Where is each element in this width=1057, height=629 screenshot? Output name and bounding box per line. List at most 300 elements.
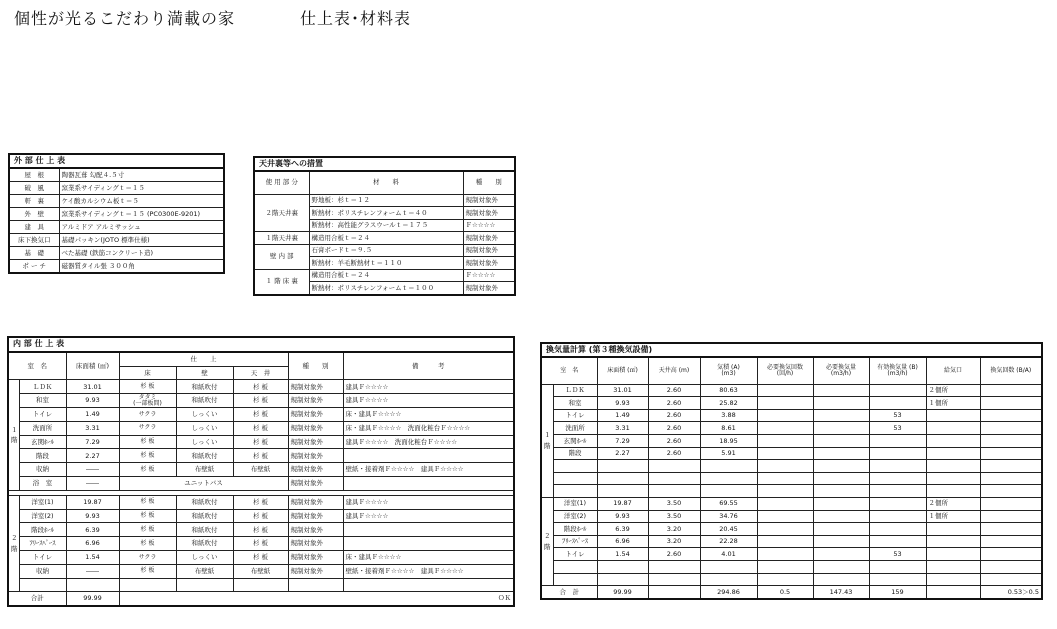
table-row (9, 221, 224, 234)
value-cell: 4.01 (700, 548, 757, 561)
room-name: トイレ (19, 407, 66, 421)
table-row (541, 510, 1042, 523)
value-cell: 9.93 (597, 510, 648, 523)
column-header: 種 別 (463, 171, 515, 195)
note-text (343, 449, 514, 463)
value-cell (597, 460, 648, 473)
ventilation-table (540, 342, 1043, 600)
type-text: 規制対象外 (288, 564, 343, 578)
table-row (254, 244, 515, 257)
value-cell (757, 447, 813, 460)
value-cell (700, 460, 757, 473)
column-header-finish: 仕 上 (119, 352, 288, 366)
value-cell: 8.61 (700, 422, 757, 435)
value-cell (926, 409, 980, 422)
type-text: 規制対象外 (463, 257, 515, 270)
value-cell: 6.39 (597, 523, 648, 536)
value-cell: 80.63 (700, 384, 757, 397)
floor-finish: 杉 板 (119, 537, 176, 551)
value-cell (980, 523, 1042, 536)
part-label: ２階天井裏 (254, 194, 309, 232)
total-row (8, 592, 514, 606)
table-row (541, 434, 1042, 447)
total-value: 159 (869, 586, 926, 599)
value-cell (648, 560, 700, 573)
value-cell: 3.50 (648, 497, 700, 510)
value-cell: 53 (869, 548, 926, 561)
floor-finish: 杉 板 (119, 509, 176, 523)
table-row (8, 523, 514, 537)
floor-finish: 杉 板 (119, 564, 176, 578)
value-cell: 31.01 (597, 384, 648, 397)
part-label: １ 階 床 裏 (254, 269, 309, 295)
material-text: 断熱材：高性能グラスウールｔ＝１７５ (309, 219, 463, 232)
value-cell (757, 497, 813, 510)
room-area: 7.29 (66, 435, 119, 449)
ceiling-finish: 杉 板 (233, 407, 288, 421)
total-area: 99.99 (66, 592, 119, 606)
value-cell (869, 560, 926, 573)
note-text: 壁紙・接着剤Ｆ☆☆☆☆ 建具Ｆ☆☆☆☆ (343, 564, 514, 578)
value-cell: 69.55 (700, 497, 757, 510)
value-cell: 2.60 (648, 409, 700, 422)
value-cell (980, 573, 1042, 586)
material-text: 断熱材：羊毛断熱材ｔ＝１１０ (309, 257, 463, 270)
value-cell (869, 447, 926, 460)
column-header-ceiling: 天 井 (233, 366, 288, 380)
part-label: １階天井裏 (254, 232, 309, 245)
room-name (553, 560, 597, 573)
value-cell (757, 409, 813, 422)
spec-text: べた基礎 (鉄筋コンクリート造) (59, 247, 224, 260)
value-cell (757, 460, 813, 473)
value-cell (980, 497, 1042, 510)
value-cell (813, 472, 869, 485)
value-cell (757, 397, 813, 410)
value-cell: 9.93 (597, 397, 648, 410)
room-area: 9.93 (66, 509, 119, 523)
value-cell (813, 447, 869, 460)
value-cell (813, 485, 869, 498)
note-text: 壁紙・接着剤Ｆ☆☆☆☆ 建具Ｆ☆☆☆☆ (343, 463, 514, 477)
total-value: 294.86 (700, 586, 757, 599)
floor-label: ２ 階 (8, 495, 19, 592)
value-cell: 3.31 (597, 422, 648, 435)
table-row (541, 397, 1042, 410)
room-name: ﾌﾘｰｽﾍﾟｰｽ (19, 537, 66, 551)
table-row (8, 407, 514, 421)
value-cell (869, 573, 926, 586)
note-text: 床・建具Ｆ☆☆☆☆ (343, 407, 514, 421)
blank-cell (119, 578, 176, 592)
material-text: 石膏ボードｔ＝９.５ (309, 244, 463, 257)
table-row (541, 485, 1042, 498)
wall-finish: 和紙吹付 (176, 537, 233, 551)
table-row (541, 497, 1042, 510)
type-text: 規制対象外 (288, 523, 343, 537)
room-name: 洋室(2) (19, 509, 66, 523)
room-area: 1.54 (66, 550, 119, 564)
ceiling-finish: 杉 板 (233, 537, 288, 551)
note-text: 床・建具Ｆ☆☆☆☆ (343, 550, 514, 564)
floor-finish: 杉 板 (119, 495, 176, 509)
value-cell: 53 (869, 422, 926, 435)
value-cell (869, 497, 926, 510)
floor-finish: 杉 板 (119, 435, 176, 449)
total-value (648, 586, 700, 599)
wall-finish: 布壁紙 (176, 564, 233, 578)
type-text: Ｆ☆☆☆☆ (463, 269, 515, 282)
table-title-row (9, 154, 224, 168)
value-cell (980, 485, 1042, 498)
note-text: 建具Ｆ☆☆☆☆ (343, 509, 514, 523)
unit-bath-finish: ユニットバス (119, 476, 288, 490)
room-area: 9.93 (66, 394, 119, 408)
spec-text: アルミドア アルミサッシュ (59, 221, 224, 234)
column-header: 必要換気回数 (回/h) (757, 357, 813, 385)
part-label: 床下換気口 (9, 234, 59, 247)
type-text: 規制対象外 (463, 232, 515, 245)
part-label: ポ ー チ (9, 260, 59, 274)
value-cell: 2.27 (597, 447, 648, 460)
wall-finish: 和紙吹付 (176, 523, 233, 537)
total-value: 0.53＞0.5 (980, 586, 1042, 599)
value-cell: 2.60 (648, 434, 700, 447)
header-row (254, 171, 515, 195)
value-cell (813, 434, 869, 447)
room-name: ＬＤＫ (19, 380, 66, 394)
table-title-row (541, 343, 1042, 357)
note-text (343, 537, 514, 551)
value-cell (926, 548, 980, 561)
value-cell: 2.60 (648, 384, 700, 397)
value-cell (757, 548, 813, 561)
ceiling-finish: 杉 板 (233, 449, 288, 463)
spec-text: ケイ酸カルシウム板ｔ＝５ (59, 195, 224, 208)
floor-finish: 杉 板 (119, 380, 176, 394)
total-value: 99.99 (597, 586, 648, 599)
type-text: 規制対象外 (288, 495, 343, 509)
value-cell: 18.95 (700, 434, 757, 447)
type-text: 規制対象外 (288, 407, 343, 421)
note-text: 建具Ｆ☆☆☆☆ (343, 380, 514, 394)
room-area: 1.49 (66, 407, 119, 421)
value-cell (926, 535, 980, 548)
type-text: 規制対象外 (463, 282, 515, 295)
part-label: 破 風 (9, 182, 59, 195)
ceiling-finish: 杉 板 (233, 435, 288, 449)
value-cell: 19.87 (597, 497, 648, 510)
blank-cell (19, 578, 66, 592)
value-cell (597, 485, 648, 498)
room-name: 洋室(2) (553, 510, 597, 523)
type-text: 規制対象外 (288, 550, 343, 564)
value-cell (980, 384, 1042, 397)
value-cell (980, 447, 1042, 460)
wall-finish: しっくい (176, 421, 233, 435)
value-cell: 3.50 (648, 510, 700, 523)
table-row (541, 460, 1042, 473)
value-cell (926, 460, 980, 473)
table-row (8, 421, 514, 435)
table-title: 内 部 仕 上 表 (8, 337, 514, 352)
value-cell: 2.60 (648, 548, 700, 561)
ceiling-finish: 布壁紙 (233, 564, 288, 578)
value-cell (926, 447, 980, 460)
type-text: 規制対象外 (463, 194, 515, 207)
material-text: 断熱材：ポリスチレンフォームｔ＝１００ (309, 282, 463, 295)
room-name: 階段ﾎｰﾙ (553, 523, 597, 536)
value-cell: 2.60 (648, 447, 700, 460)
interior-finish-table (7, 336, 515, 607)
table-row (8, 463, 514, 477)
table-title: 天井裏等への措置 (254, 157, 515, 171)
table-row (8, 380, 514, 394)
floor-label: １ 階 (541, 384, 553, 497)
table-row (254, 194, 515, 207)
spec-text: 陶器瓦葺 勾配４.５寸 (59, 168, 224, 182)
column-header-wall: 壁 (176, 366, 233, 380)
value-cell: 7.29 (597, 434, 648, 447)
type-text: 規制対象外 (288, 509, 343, 523)
value-cell (980, 460, 1042, 473)
table-row (9, 234, 224, 247)
ceiling-finish: 布壁紙 (233, 463, 288, 477)
ceiling-finish: 杉 板 (233, 509, 288, 523)
value-cell (648, 573, 700, 586)
value-cell (980, 510, 1042, 523)
table-title: 換気量計算 (第３種換気設備) (541, 343, 1042, 357)
value-cell (813, 409, 869, 422)
room-name: 階段ﾎｰﾙ (19, 523, 66, 537)
spec-text: 窯業系サイディングｔ＝１５ (PC0300E-9201) (59, 208, 224, 221)
value-cell: 34.76 (700, 510, 757, 523)
room-area: 19.87 (66, 495, 119, 509)
value-cell: 3.20 (648, 523, 700, 536)
table-row (8, 435, 514, 449)
room-name: ﾌﾘｰｽﾍﾟｰｽ (553, 535, 597, 548)
value-cell (648, 485, 700, 498)
table-row (8, 394, 514, 408)
value-cell: 1.54 (597, 548, 648, 561)
material-text: 野地板：杉ｔ＝１２ (309, 194, 463, 207)
part-label: 屋 根 (9, 168, 59, 182)
note-text: 床・建具Ｆ☆☆☆☆ 洗面化粧台Ｆ☆☆☆☆ (343, 421, 514, 435)
ok-text: ＯＫ (119, 592, 514, 606)
note-text: 建具Ｆ☆☆☆☆ (343, 495, 514, 509)
room-name: 洗面所 (553, 422, 597, 435)
floor-finish: サクラ (119, 407, 176, 421)
value-cell (700, 485, 757, 498)
value-cell: 6.96 (597, 535, 648, 548)
table-row (541, 447, 1042, 460)
column-header: 有効換気量 (B) (m3/h) (869, 357, 926, 385)
value-cell: 3.88 (700, 409, 757, 422)
ceiling-finish: 杉 板 (233, 495, 288, 509)
type-text: 規制対象外 (288, 476, 343, 490)
room-name: トイレ (553, 409, 597, 422)
table-row (541, 523, 1042, 536)
value-cell (813, 422, 869, 435)
wall-finish: 和紙吹付 (176, 449, 233, 463)
value-cell (813, 510, 869, 523)
room-name: 収納 (19, 463, 66, 477)
table-row (541, 535, 1042, 548)
value-cell (926, 434, 980, 447)
value-cell (926, 472, 980, 485)
spec-text: 磁器質タイル張 ３００角 (59, 260, 224, 274)
table-row (541, 384, 1042, 397)
type-text: 規制対象外 (288, 449, 343, 463)
value-cell: 2.60 (648, 397, 700, 410)
floor-finish: 杉 板 (119, 449, 176, 463)
value-cell (757, 510, 813, 523)
room-area: 31.01 (66, 380, 119, 394)
room-area: 2.27 (66, 449, 119, 463)
floor-finish: サクラ (119, 550, 176, 564)
table-row (8, 449, 514, 463)
value-cell (757, 535, 813, 548)
floor-label: ２ 階 (541, 497, 553, 585)
value-cell: １個所 (926, 397, 980, 410)
value-cell (648, 472, 700, 485)
value-cell (813, 460, 869, 473)
table-title-row (8, 337, 514, 352)
total-value (926, 586, 980, 599)
value-cell (757, 472, 813, 485)
value-cell (926, 422, 980, 435)
value-cell (757, 523, 813, 536)
material-text: 構造用合板ｔ＝２４ (309, 232, 463, 245)
table-title-row (254, 157, 515, 171)
value-cell (869, 485, 926, 498)
ceiling-measures-table (253, 156, 516, 296)
room-name: 玄関ﾎｰﾙ (19, 435, 66, 449)
type-text: 規制対象外 (463, 207, 515, 220)
type-text: 規制対象外 (288, 421, 343, 435)
value-cell (700, 472, 757, 485)
room-name: トイレ (553, 548, 597, 561)
value-cell (926, 573, 980, 586)
ceiling-finish: 杉 板 (233, 523, 288, 537)
value-cell (869, 510, 926, 523)
wall-finish: 和紙吹付 (176, 495, 233, 509)
value-cell: ２個所 (926, 384, 980, 397)
room-name: ＬＤＫ (553, 384, 597, 397)
table-row (8, 537, 514, 551)
room-name: トイレ (19, 550, 66, 564)
value-cell (597, 573, 648, 586)
column-header: 換気回数 (B/A) (980, 357, 1042, 385)
room-area: 3.31 (66, 421, 119, 435)
total-label: 合計 (8, 592, 66, 606)
blank-cell (233, 578, 288, 592)
blank-row (8, 578, 514, 592)
column-header-note: 備 考 (343, 352, 514, 380)
total-row (541, 586, 1042, 599)
value-cell (980, 560, 1042, 573)
column-header-floor: 床 (119, 366, 176, 380)
value-cell (980, 409, 1042, 422)
note-text: 建具Ｆ☆☆☆☆ 洗面化粧台Ｆ☆☆☆☆ (343, 435, 514, 449)
table-row (541, 472, 1042, 485)
wall-finish: しっくい (176, 435, 233, 449)
value-cell (926, 523, 980, 536)
spec-text: 窯業系サイディングｔ＝１５ (59, 182, 224, 195)
room-name: 洋室(1) (553, 497, 597, 510)
value-cell (980, 434, 1042, 447)
header-row (8, 352, 514, 366)
part-label: 壁 内 部 (254, 244, 309, 269)
column-header: 使 用 部 分 (254, 171, 309, 195)
type-text: 規制対象外 (288, 463, 343, 477)
material-text: 構造用合板ｔ＝２４ (309, 269, 463, 282)
room-name (553, 472, 597, 485)
floor-finish: 杉 板 (119, 463, 176, 477)
total-label: 合 計 (541, 586, 597, 599)
value-cell (869, 523, 926, 536)
room-area: ―― (66, 476, 119, 490)
floor-finish: タタミ (一部板間) (119, 394, 176, 408)
room-area: ―― (66, 463, 119, 477)
value-cell: 53 (869, 409, 926, 422)
total-value: 147.43 (813, 586, 869, 599)
table-title: 外 部 仕 上 表 (9, 154, 224, 168)
value-cell: 22.28 (700, 535, 757, 548)
value-cell: 25.82 (700, 397, 757, 410)
blank-cell (66, 578, 119, 592)
page-title: 個性が光るこだわり満載の家 (14, 9, 236, 28)
value-cell (813, 560, 869, 573)
table-row (8, 509, 514, 523)
ceiling-finish: 杉 板 (233, 380, 288, 394)
part-label: 基 礎 (9, 247, 59, 260)
value-cell: 3.20 (648, 535, 700, 548)
table-row (541, 422, 1042, 435)
type-text: 規制対象外 (288, 394, 343, 408)
value-cell (813, 573, 869, 586)
value-cell (980, 397, 1042, 410)
room-name: 洋室(1) (19, 495, 66, 509)
ceiling-finish: 杉 板 (233, 394, 288, 408)
table-row (9, 182, 224, 195)
table-row (9, 260, 224, 274)
value-cell (926, 485, 980, 498)
value-cell (980, 535, 1042, 548)
table-row (9, 208, 224, 221)
type-text: 規制対象外 (288, 380, 343, 394)
value-cell (869, 460, 926, 473)
wall-finish: 和紙吹付 (176, 394, 233, 408)
value-cell: １個所 (926, 510, 980, 523)
floor-label: １ 階 (8, 380, 19, 490)
value-cell (869, 434, 926, 447)
value-cell (813, 384, 869, 397)
type-text: Ｆ☆☆☆☆ (463, 219, 515, 232)
value-cell (980, 472, 1042, 485)
wall-finish: 和紙吹付 (176, 509, 233, 523)
column-header: 気積 (A) (m3) (700, 357, 757, 385)
note-text (343, 476, 514, 490)
value-cell (869, 397, 926, 410)
table-row (541, 548, 1042, 561)
table-row (9, 195, 224, 208)
column-header: 材 料 (309, 171, 463, 195)
value-cell (980, 422, 1042, 435)
ceiling-finish: 杉 板 (233, 421, 288, 435)
value-cell (813, 523, 869, 536)
value-cell (757, 422, 813, 435)
